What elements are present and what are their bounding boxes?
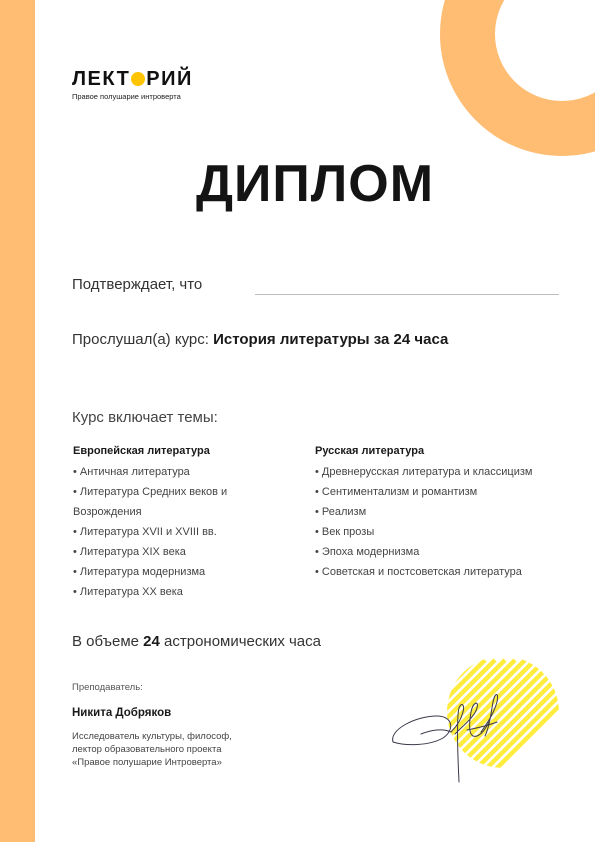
logo-tagline: Правое полушарие интроверта — [72, 92, 181, 101]
teacher-name: Никита Добряков — [72, 707, 172, 719]
teacher-label: Преподаватель: — [72, 682, 143, 693]
list-item: • Литература XVII и XVIII вв. — [73, 526, 217, 538]
list-item: • Древнерусская литература и классицизм — [315, 466, 533, 478]
volume-prefix: В объеме — [72, 633, 139, 650]
confirm-text: Подтверждает, что — [72, 276, 203, 293]
list-item: • Античная литература — [73, 466, 190, 478]
logo-wordmark: ЛЕКТ РИЙ — [72, 68, 193, 90]
signature-stamp-icon — [385, 650, 565, 785]
stamp-stripes — [385, 660, 565, 780]
recipient-name-line — [255, 294, 559, 295]
column-heading: Русская литература — [315, 445, 425, 457]
list-item: • Литература Средних веков и Возрождения — [73, 486, 228, 518]
list-item: • Советская и постсоветская литература — [315, 566, 522, 578]
logo-dot-icon — [131, 72, 145, 86]
course-name: История литературы за 24 часа — [213, 331, 449, 348]
volume-suffix: астрономических часа — [164, 633, 321, 650]
list-item: • Литература XX века — [73, 586, 183, 598]
volume-line — [72, 633, 321, 650]
list-item: • Век прозы — [315, 526, 375, 538]
left-accent-stripe — [0, 0, 35, 842]
topics-column-european — [73, 445, 293, 602]
list-item: • Реализм — [315, 506, 367, 518]
list-item: • Эпоха модернизма — [315, 546, 420, 558]
topics-label: Курс включает темы: — [72, 409, 218, 426]
topics-list — [315, 462, 565, 582]
signature-strokes — [393, 695, 498, 783]
list-item: • Литература XIX века — [73, 546, 186, 558]
diploma-title: ДИПЛОМ — [195, 155, 435, 213]
teacher-desc-line: «Правое полушарие Интроверта» — [72, 757, 222, 768]
decorative-ring — [440, 0, 595, 156]
logo — [72, 68, 193, 101]
volume-hours: 24 — [143, 633, 160, 650]
teacher-description — [72, 730, 232, 769]
teacher-desc-line: Исследователь культуры, философ, — [72, 731, 232, 742]
course-line — [72, 331, 448, 348]
column-heading: Европейская литература — [73, 445, 210, 457]
topics-list — [73, 462, 293, 602]
teacher-desc-line: лектор образовательного проекта — [72, 744, 222, 755]
list-item: • Литература модернизма — [73, 566, 206, 578]
topics-column-russian — [315, 445, 565, 582]
course-prefix: Прослушал(а) курс: — [72, 331, 209, 348]
list-item: • Сентиментализм и романтизм — [315, 486, 478, 498]
